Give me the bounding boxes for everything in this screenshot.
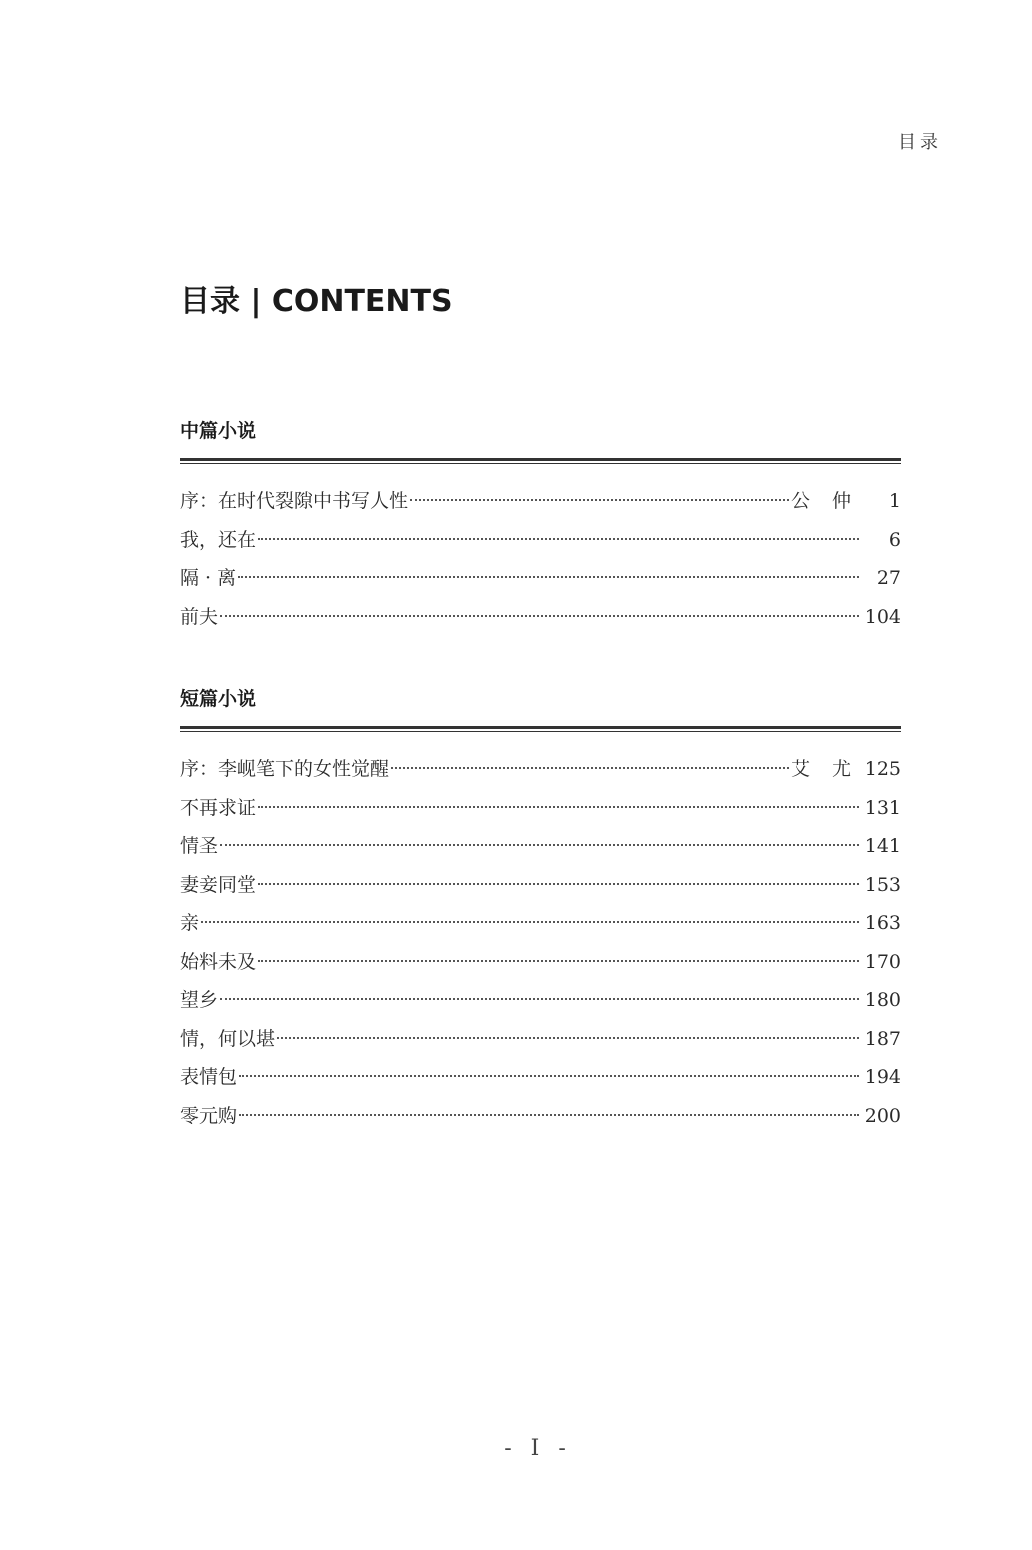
entry-page: 141 [864, 835, 901, 857]
toc-entry[interactable] [180, 827, 901, 866]
entry-title: 望乡 [180, 989, 219, 1011]
entry-page: 194 [864, 1066, 901, 1088]
toc-entry[interactable] [180, 521, 901, 560]
dot-leader [258, 806, 859, 808]
toc-entry[interactable] [180, 559, 901, 598]
dot-leader [277, 1037, 859, 1039]
section-heading: 短篇小说 [180, 688, 257, 710]
section-rule [180, 726, 901, 732]
entry-author: 艾尤 [790, 758, 873, 780]
entry-page: 104 [864, 605, 901, 628]
dot-leader [220, 615, 859, 617]
dot-leader [220, 998, 859, 1000]
entry-title: 情圣 [180, 835, 219, 857]
toc-entry[interactable] [180, 750, 901, 789]
entry-title: 不再求证 [180, 796, 257, 819]
toc-entry[interactable] [180, 1097, 901, 1136]
dot-leader [238, 576, 859, 578]
entry-page: 170 [864, 950, 901, 973]
entry-page: 180 [864, 989, 901, 1011]
dot-leader [258, 883, 859, 885]
entry-title: 亲 [180, 912, 200, 934]
entry-title: 隔 · 离 [180, 567, 237, 589]
toc-entry[interactable] [180, 1020, 901, 1059]
entry-page: 187 [864, 1027, 901, 1050]
entry-title: 前夫 [180, 605, 219, 628]
dot-leader [220, 844, 859, 846]
page-number: - I - [504, 1436, 572, 1461]
running-head: 目录 [898, 132, 942, 153]
entry-page: 125 [864, 758, 901, 780]
entry-page: 6 [888, 528, 901, 551]
entry-page: 131 [864, 796, 901, 819]
entry-page: 1 [888, 490, 901, 512]
section-rule [180, 458, 901, 464]
dot-leader [258, 960, 859, 962]
toc-entry[interactable] [180, 482, 901, 521]
dot-leader [201, 921, 859, 923]
toc-list [180, 750, 901, 1135]
entry-title: 妻妾同堂 [180, 873, 257, 896]
toc-entry[interactable] [180, 598, 901, 637]
toc-list [180, 482, 901, 636]
entry-title: 序：李岘笔下的女性觉醒 [180, 758, 390, 780]
entry-author: 公仲 [790, 490, 873, 512]
entry-title: 情，何以堪 [180, 1027, 276, 1050]
toc-entry[interactable] [180, 789, 901, 828]
entry-page: 200 [864, 1104, 901, 1127]
entry-title: 表情包 [180, 1066, 238, 1088]
toc-entry[interactable] [180, 943, 901, 982]
section-novellas [180, 418, 901, 636]
toc-entry[interactable] [180, 1058, 901, 1097]
dot-leader [410, 499, 789, 501]
entry-title: 始料未及 [180, 950, 257, 973]
entry-page: 153 [864, 873, 901, 896]
entry-page: 27 [876, 567, 901, 589]
page-title: 目录 | CONTENTS [180, 284, 453, 319]
entry-title: 序：在时代裂隙中书写人性 [180, 490, 409, 512]
entry-title: 零元购 [180, 1104, 238, 1127]
dot-leader [239, 1114, 859, 1116]
toc-entry[interactable] [180, 866, 901, 905]
dot-leader [391, 767, 789, 769]
section-heading: 中篇小说 [180, 420, 257, 442]
dot-leader [258, 538, 859, 540]
toc-entry[interactable] [180, 981, 901, 1020]
toc-entry[interactable] [180, 904, 901, 943]
entry-title: 我，还在 [180, 528, 257, 551]
entry-page: 163 [864, 912, 901, 934]
dot-leader [239, 1075, 859, 1077]
section-short-stories [180, 686, 901, 1135]
